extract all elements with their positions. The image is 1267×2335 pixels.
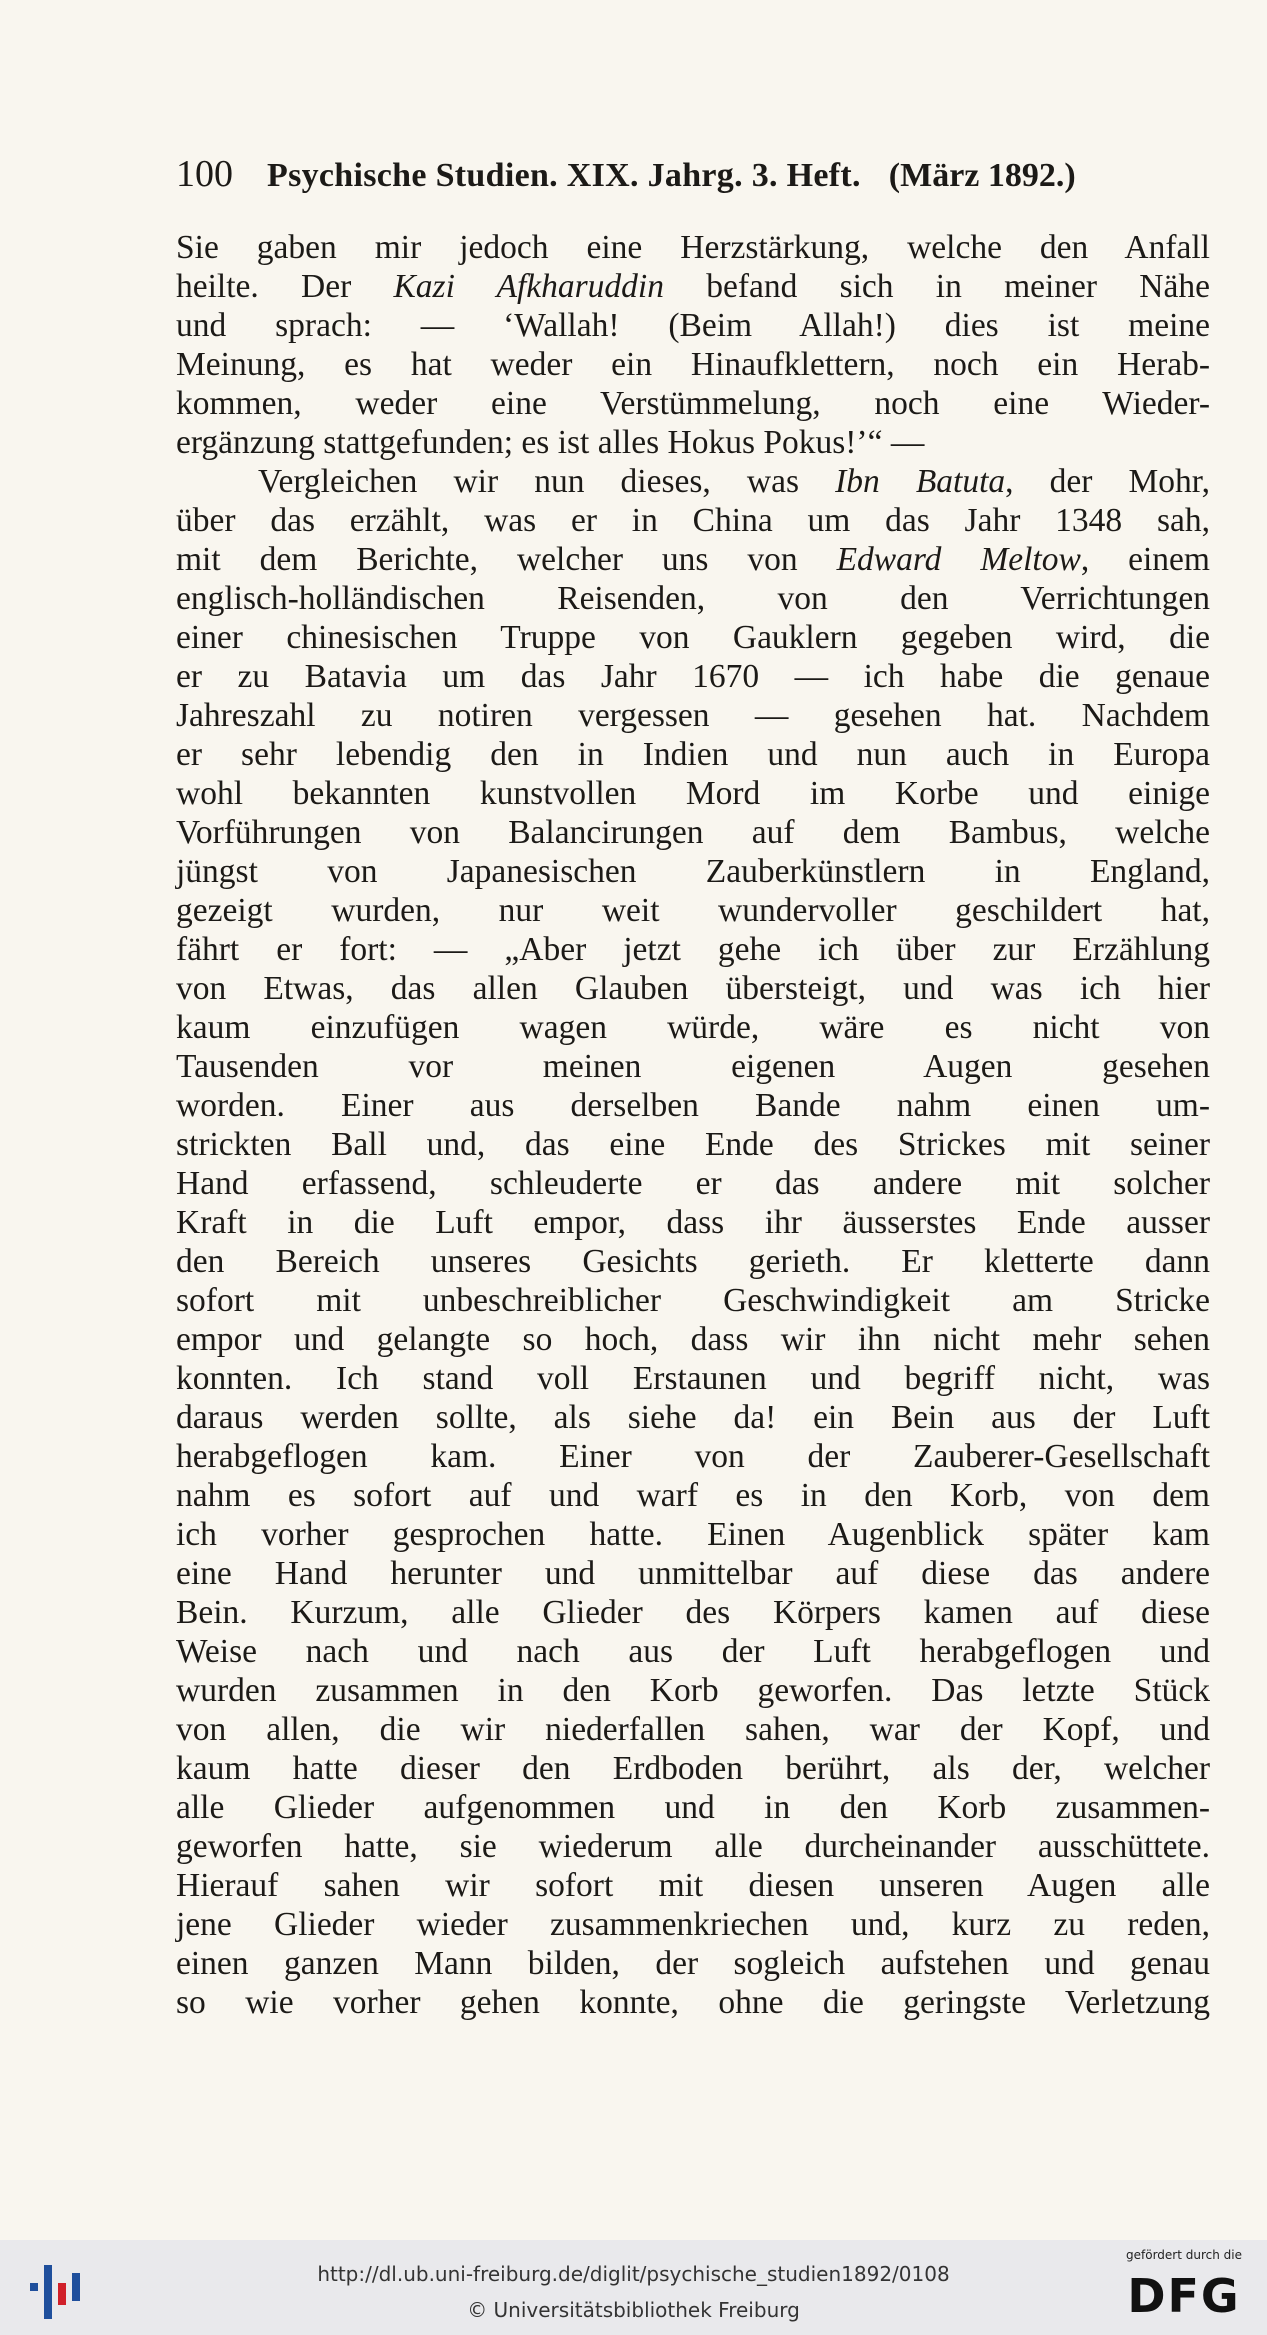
text-line: wohl bekannten kunstvollen Mord im Korbe und einige — [176, 775, 1210, 812]
body-text — [176, 228, 1210, 2022]
text-line: Kraft in die Luft empor, dass ihr äusserstes Ende ausser — [176, 1204, 1210, 1241]
issue-date: (März 1892.) — [888, 157, 1076, 194]
text-line — [176, 462, 1210, 501]
text-line: alle Glieder aufgenommen und in den Korb zusammen- — [176, 1789, 1210, 1826]
text-line: jene Glieder wieder zusammenkriechen und, kurz zu reden, — [176, 1906, 1210, 1943]
text-line: ergänzung stattgefunden; es ist alles Hokus Pokus!’“ — — [176, 424, 925, 461]
text-line: von Etwas, das allen Glauben übersteigt, und was ich hier — [176, 970, 1210, 1007]
dfg-logo-icon: DFG — [1127, 2269, 1241, 2323]
text-line: sofort mit unbeschreiblicher Geschwindigkeit am Stricke — [176, 1282, 1210, 1319]
text-line: Sie gaben mir jedoch eine Herzstärkung, welche den Anfall — [176, 229, 1210, 266]
text-line-segment: heilte. Der — [176, 268, 394, 305]
text-line: Weise nach und nach aus der Luft herabgeflogen und — [176, 1633, 1210, 1670]
dfg-funding-note: gefördert durch die — [1126, 2248, 1242, 2262]
text-line: Hand erfassend, schleuderte er das andere mit solcher — [176, 1165, 1210, 1202]
text-line: er sehr lebendig den in Indien und nun auch in Europa — [176, 736, 1210, 773]
text-line: er zu Batavia um das Jahr 1670 — ich habe die genaue — [176, 658, 1210, 695]
text-line: kaum einzufügen wagen würde, wäre es nicht von — [176, 1009, 1210, 1046]
text-line: einen ganzen Mann bilden, der sogleich aufstehen und genau — [176, 1945, 1210, 1982]
text-line-segment: , einem — [1080, 541, 1210, 578]
running-head: Psychische Studien. XIX. Jahrg. 3. Heft. — [267, 157, 861, 194]
footer-url-link[interactable]: http://dl.ub.uni-freiburg.de/diglit/psychische_studien1892/0108 — [317, 2262, 950, 2286]
name-emphasis: Kazi Afkharuddin — [393, 268, 664, 305]
text-line: eine Hand herunter und unmittelbar auf diese das andere — [176, 1555, 1210, 1592]
text-line: nahm es sofort auf und warf es in den Korb, von dem — [176, 1477, 1210, 1514]
text-line: Jahreszahl zu notiren vergessen — gesehen hat. Nachdem — [176, 697, 1210, 734]
text-line: einer chinesischen Truppe von Gauklern gegeben wird, die — [176, 619, 1210, 656]
text-line: kaum hatte dieser den Erdboden berührt, als der, welcher — [176, 1750, 1210, 1787]
text-line: englisch-holländischen Reisenden, von den Verrichtungen — [176, 580, 1210, 617]
text-line: wurden zusammen in den Korb geworfen. Das letzte Stück — [176, 1672, 1210, 1709]
text-line: fährt er fort: — „Aber jetzt gehe ich über zur Erzählung — [176, 931, 1210, 968]
text-line: so wie vorher gehen konnte, ohne die geringste Verletzung — [176, 1984, 1210, 2021]
text-line-segment: mit dem Berichte, welcher uns von — [176, 541, 837, 578]
text-line: ich vorher gesprochen hatte. Einen Augenblick später kam — [176, 1516, 1210, 1553]
text-line: herabgeflogen kam. Einer von der Zauberer-Gesellschaft — [176, 1438, 1210, 1475]
name-emphasis: Ibn Batuta — [835, 463, 1006, 500]
text-line: Tausenden vor meinen eigenen Augen gesehen — [176, 1048, 1210, 1085]
text-line: daraus werden sollte, als siehe da! ein Bein aus der Luft — [176, 1399, 1210, 1436]
page-header — [176, 152, 1210, 196]
text-line: worden. Einer aus derselben Bande nahm einen um- — [176, 1087, 1210, 1124]
text-line — [176, 267, 1210, 306]
text-line: jüngst von Japanesischen Zauberkünstlern in England, — [176, 853, 1210, 890]
text-line: über das erzählt, was er in China um das Jahr 1348 sah, — [176, 502, 1210, 539]
text-line: Vorführungen von Balancirungen auf dem Bambus, welche — [176, 814, 1210, 851]
footer-copyright: © Universitätsbibliothek Freiburg — [467, 2298, 800, 2322]
text-line: Meinung, es hat weder ein Hinaufklettern, noch ein Herab- — [176, 346, 1210, 383]
text-line: den Bereich unseres Gesichts gerieth. Er kletterte dann — [176, 1243, 1210, 1280]
text-line-segment: , der Mohr, — [1005, 463, 1210, 500]
text-line: Hierauf sahen wir sofort mit diesen unseren Augen alle — [176, 1867, 1210, 1904]
text-line: konnten. Ich stand voll Erstaunen und begriff nicht, was — [176, 1360, 1210, 1397]
text-line: von allen, die wir niederfallen sahen, war der Kopf, und — [176, 1711, 1210, 1748]
text-line-segment: Vergleichen wir nun dieses, was — [258, 463, 836, 500]
text-line: gezeigt wurden, nur weit wundervoller geschildert hat, — [176, 892, 1210, 929]
text-line: strickten Ball und, das eine Ende des Strickes mit seiner — [176, 1126, 1210, 1163]
text-line: und sprach: — ‘Wallah! (Beim Allah!) dies ist meine — [176, 307, 1210, 344]
text-line: Bein. Kurzum, alle Glieder des Körpers kamen auf diese — [176, 1594, 1210, 1631]
text-line: empor und gelangte so hoch, dass wir ihn nicht mehr sehen — [176, 1321, 1210, 1358]
text-line: kommen, weder eine Verstümmelung, noch eine Wieder- — [176, 385, 1210, 422]
text-line: geworfen hatte, sie wiederum alle durcheinander ausschüttete. — [176, 1828, 1210, 1865]
page-number: 100 — [176, 153, 233, 195]
name-emphasis: Edward Meltow — [836, 541, 1081, 578]
text-line-segment: befand sich in meiner Nähe — [664, 268, 1210, 305]
text-line — [176, 540, 1210, 579]
